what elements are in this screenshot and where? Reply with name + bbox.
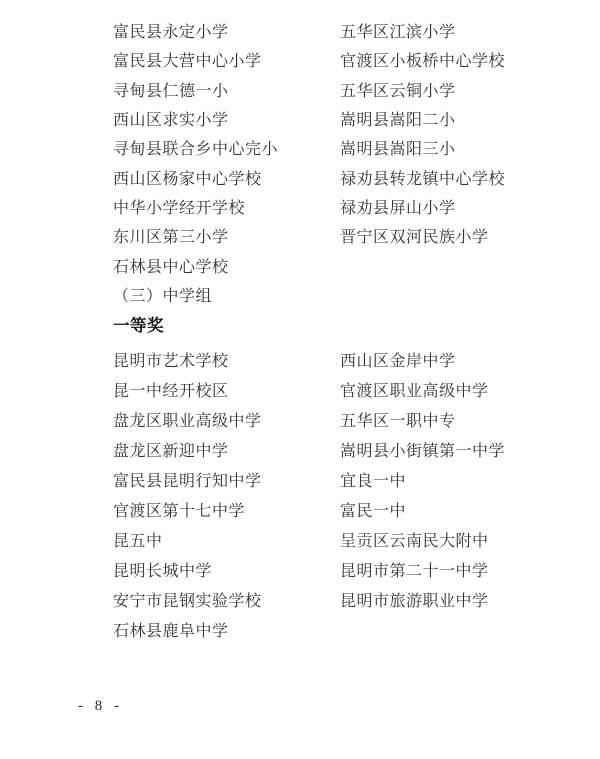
table-row	[113, 435, 583, 465]
table-row	[113, 585, 583, 615]
school-name-right: 西山区金岸中学	[340, 353, 456, 371]
school-name-right: 官渡区小板桥中心学校	[340, 53, 506, 71]
award-heading-first-prize	[113, 309, 583, 339]
school-name-right: 宜良一中	[340, 473, 407, 491]
school-name-right: 禄劝县屏山小学	[340, 199, 456, 217]
school-name-right: 五华区江滨小学	[340, 24, 456, 42]
school-name-right: 昆明市第二十一中学	[340, 563, 489, 581]
school-name-left: 富民县永定小学	[113, 24, 229, 42]
section-heading-middle-school-group	[113, 280, 583, 310]
table-row	[113, 495, 583, 525]
table-row	[113, 75, 583, 104]
table-row	[113, 525, 583, 555]
page-number: - 8 -	[78, 698, 123, 714]
school-name-left: 富民县大营中心小学	[113, 53, 262, 71]
school-name-left: 石林县中心学校	[113, 258, 229, 276]
table-row	[113, 405, 583, 435]
school-name-right: 嵩明县嵩阳三小	[340, 141, 456, 159]
award-heading-label: 一等奖	[113, 315, 164, 335]
school-name-right: 晋宁区双河民族小学	[340, 229, 489, 247]
table-row	[113, 555, 583, 585]
school-name-right: 呈贡区云南民大附中	[340, 533, 489, 551]
middle-school-list	[113, 345, 583, 645]
school-name-left: 寻甸县仁德一小	[113, 82, 229, 100]
school-name-right: 官渡区职业高级中学	[340, 383, 489, 401]
school-name-right: 五华区云铜小学	[340, 82, 456, 100]
school-name-left: 昆五中	[113, 533, 163, 551]
document-content	[113, 16, 583, 645]
table-row	[113, 16, 583, 45]
table-row	[113, 375, 583, 405]
school-name-left: 昆明长城中学	[113, 563, 213, 581]
school-name-left: 盘龙区职业高级中学	[113, 413, 262, 431]
school-name-left: 中华小学经开学校	[113, 199, 246, 217]
section-heading-label: （三）中学组	[113, 287, 213, 305]
school-name-right: 昆明市旅游职业中学	[340, 593, 489, 611]
primary-school-list	[113, 16, 583, 280]
table-row	[113, 45, 583, 74]
school-name-left: 西山区杨家中心学校	[113, 170, 262, 188]
school-name-right: 嵩明县小街镇第一中学	[340, 443, 506, 461]
school-name-left: 昆明市艺术学校	[113, 353, 229, 371]
school-name-right: 禄劝县转龙镇中心学校	[340, 170, 506, 188]
table-row	[113, 104, 583, 133]
table-row	[113, 192, 583, 221]
school-name-left: 石林县鹿阜中学	[113, 623, 229, 641]
table-row	[113, 250, 583, 279]
school-name-right: 五华区一职中专	[340, 413, 456, 431]
table-row	[113, 133, 583, 162]
table-row	[113, 221, 583, 250]
table-row	[113, 162, 583, 191]
school-name-left: 盘龙区新迎中学	[113, 443, 229, 461]
school-name-right: 嵩明县嵩阳二小	[340, 112, 456, 130]
table-row	[113, 465, 583, 495]
school-name-left: 寻甸县联合乡中心完小	[113, 141, 279, 159]
school-name-right: 富民一中	[340, 503, 407, 521]
school-name-left: 官渡区第十七中学	[113, 503, 246, 521]
school-name-left: 西山区求实小学	[113, 112, 229, 130]
school-name-left: 安宁市昆钢实验学校	[113, 593, 262, 611]
table-row	[113, 615, 583, 645]
school-name-left: 富民县昆明行知中学	[113, 473, 262, 491]
school-name-left: 东川区第三小学	[113, 229, 229, 247]
table-row	[113, 345, 583, 375]
school-name-left: 昆一中经开校区	[113, 383, 229, 401]
